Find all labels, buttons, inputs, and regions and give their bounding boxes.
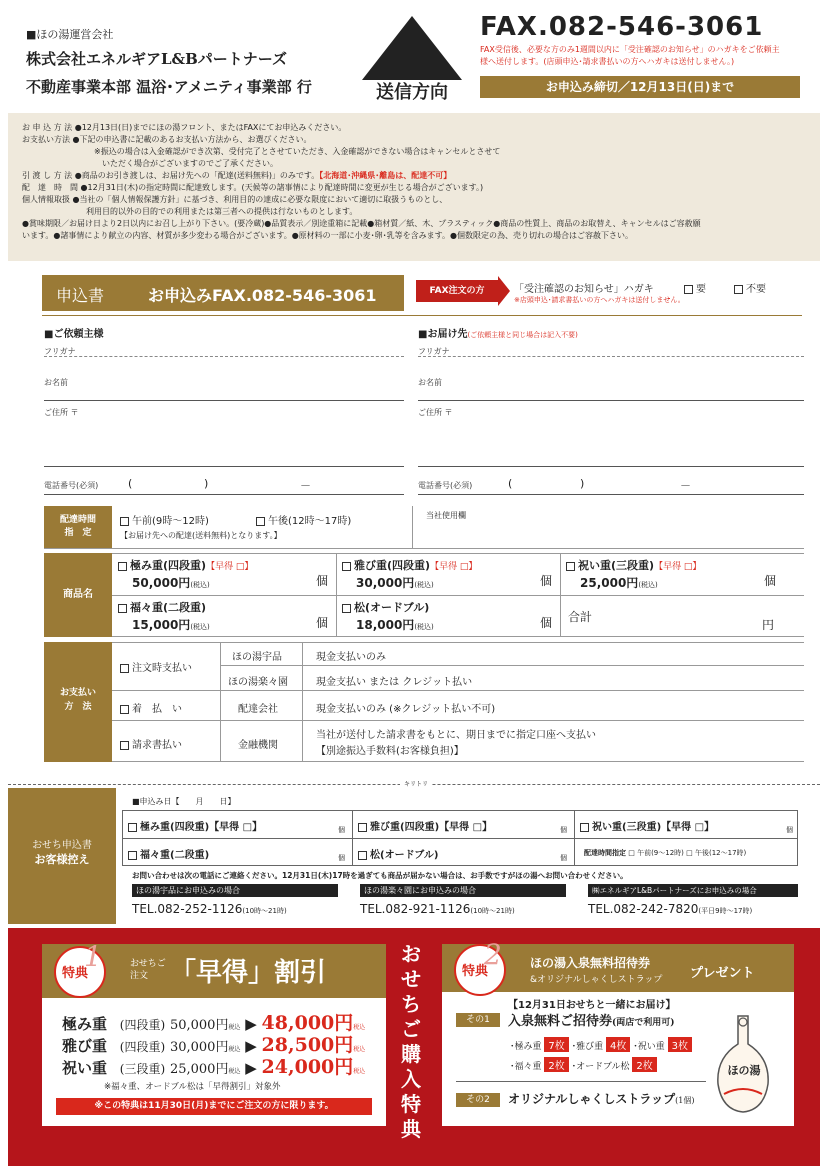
checkbox[interactable] xyxy=(118,562,127,571)
header-fax-number: FAX.082-546-3061 xyxy=(480,12,764,42)
bonus1-deadline: ※この特典は11月30日(月)までにご注文の方に限ります。 xyxy=(56,1098,372,1115)
bonus1-row: 祝い重 (三段重) 25,000円税込 ▶ 24,000円税込 xyxy=(62,1056,366,1078)
divider xyxy=(42,315,802,316)
paren: ( xyxy=(128,477,133,490)
product-fukufuku[interactable]: 福々重(二段重) xyxy=(118,599,206,615)
pay-order-option[interactable]: 注文時支払い xyxy=(120,659,192,674)
bonus1-title: 「早得」割引 xyxy=(170,958,327,988)
info-line: ※振込の場合は入金確認ができ次第、受付完了とさせていただき、入金確認ができない場合はキャンセルとさせて xyxy=(22,147,501,156)
checkbox[interactable] xyxy=(358,823,367,832)
product-iwai[interactable]: 祝い重(三段重)【早得 □】 xyxy=(566,557,701,573)
paren: ) xyxy=(204,477,209,490)
bonus2-counts-row2: ･福々重 2枚 ･オードブル松 2枚 xyxy=(510,1057,657,1072)
deadline-banner: お申込み締切／12月13日(日)まで xyxy=(480,76,800,98)
requester-furigana-field[interactable] xyxy=(44,356,404,357)
info-line: 配 達 時 間 ●12月31日(木)の指定時間に配達致します。(天候等の諸事情により配達時間に変更が生じる場合がございます。) xyxy=(22,183,484,192)
pay-cod-option[interactable]: 着 払 い xyxy=(120,700,182,715)
product-iwai-price: 25,000円(税込) xyxy=(580,576,658,590)
pay-invoice-who: 金融機関 xyxy=(238,740,278,751)
strap-label: ほの湯 xyxy=(727,1064,761,1077)
checkbox[interactable] xyxy=(566,562,575,571)
cut-label: キリトリ xyxy=(400,779,432,788)
copy-label: おせち申込書 お客様控え xyxy=(8,788,116,924)
recipient-phone-field[interactable] xyxy=(418,494,804,495)
product-kiwami-price: 50,000円(税込) xyxy=(132,576,210,590)
divider xyxy=(44,548,804,549)
requester-name-field[interactable] xyxy=(44,400,404,401)
divider xyxy=(456,1081,706,1082)
checkbox[interactable] xyxy=(256,517,265,526)
info-line: ●賞味期限／お届け日より2日以内にお召し上がり下さい。(要冷蔵)●品質表示／別途重箱に記載●箱材質／紙、木、プラスティック●商品の性質上、商品のお取替え、キャンセルはご容赦願 xyxy=(22,219,701,228)
checkbox[interactable] xyxy=(342,604,351,613)
divider xyxy=(220,642,221,762)
pay-invoice-fee-note: 【別途振込手数料(お客様負担)】 xyxy=(316,746,464,757)
pay-store2-method: 現金支払い または クレジット払い xyxy=(316,677,473,688)
office-use-box xyxy=(412,506,804,548)
divider xyxy=(112,595,804,596)
department-name: 不動産事業本部 温浴･アメニティ事業部 行 xyxy=(26,78,312,96)
bonus2-s2-tag: その2 xyxy=(456,1093,500,1107)
unit-label: 個 xyxy=(316,574,329,588)
requester-address-field[interactable] xyxy=(44,466,404,467)
recipient-name-label: お名前 xyxy=(418,378,442,387)
phone-dash: － xyxy=(300,479,311,492)
divider xyxy=(352,810,353,866)
fax-order-tag: FAX注文の方 xyxy=(416,280,498,302)
contact-note: お問い合わせは次の電話にご連絡ください。12月31日(木)17時を過ぎても商品が届かない場合は、お手数ですがほの湯へお問い合わせください。 xyxy=(132,871,628,880)
checkbox[interactable] xyxy=(734,285,743,294)
pay-invoice-method: 当社が送付した請求書をもとに、期日までに指定口座へ支払い xyxy=(316,730,596,741)
pay-store1-method: 現金支払いのみ xyxy=(316,652,386,663)
info-line: いただく場合がございますのでご了承ください。 xyxy=(22,159,278,168)
delivery-pm-option[interactable]: 午後(12時～17時) xyxy=(256,512,351,527)
requester-address-label: ご住所 〒 xyxy=(44,408,79,417)
yen-label: 円 xyxy=(762,618,775,632)
contact-tel: TEL.082-921-1126(10時～21時) xyxy=(360,902,515,916)
operator-label: ■ほの湯運営会社 xyxy=(26,28,114,41)
divider xyxy=(122,838,798,839)
recipient-heading: ■お届け先(ご依頼主様と同じ場合は記入不要) xyxy=(418,329,578,340)
recipient-phone-label: 電話番号(必須) xyxy=(418,481,473,490)
bonus2-number: 2 xyxy=(484,938,502,971)
info-line: 引 渡 し 方 法 ●商品のお引き渡しは、お届け先への「配達(送料無料)」のみです。【北海道･沖縄県･離島は、配達不可】 xyxy=(22,171,452,180)
send-direction-triangle xyxy=(362,16,462,80)
divider xyxy=(112,720,804,721)
product-matsu-price: 18,000円(税込) xyxy=(356,618,434,632)
bonus-vertical-title: おせちご購入特典 xyxy=(401,942,421,1141)
unit-label: 個 xyxy=(338,826,345,834)
checkbox[interactable] xyxy=(342,562,351,571)
unit-label: 個 xyxy=(338,854,345,862)
checkbox[interactable] xyxy=(120,705,129,714)
bonus2-title: ほの湯入泉無料招待券 xyxy=(530,956,651,970)
requester-name-label: お名前 xyxy=(44,378,68,387)
pay-cod-method: 現金支払いのみ (※クレジット払い不可) xyxy=(316,704,496,715)
bonus2-counts-row1: ･極み重 7枚 ･雅び重 4枚 ･祝い重 3枚 xyxy=(510,1037,692,1052)
product-matsu[interactable]: 松(オードブル) xyxy=(342,599,429,615)
checkbox[interactable] xyxy=(120,741,129,750)
form-title: 申込書 xyxy=(56,286,105,305)
requester-phone-field[interactable] xyxy=(44,494,404,495)
divider xyxy=(220,665,804,666)
bonus2-s2-text: オリジナルしゃくしストラップ(1個) xyxy=(508,1092,695,1106)
contact-label: ㈱エネルギアL&Bパートナーズにお申込みの場合 xyxy=(588,884,798,897)
divider xyxy=(574,810,575,866)
info-line: います。●諸事情により献立の内容、材質が多少変わる場合がございます。●原材料の一部に小麦･卵･乳等を含みます。●個数限定の為、売り切れの場合はご容赦下さい。 xyxy=(22,231,634,240)
product-kiwami[interactable]: 極み重(四段重)【早得 □】 xyxy=(118,557,253,573)
checkbox[interactable] xyxy=(358,851,367,860)
delivery-am-option[interactable]: 午前(9時～12時) xyxy=(120,512,209,527)
bonus1-small: おせちご注文 xyxy=(130,959,166,981)
hagaki-no-need-option[interactable]: 不要 xyxy=(734,280,766,295)
divider xyxy=(302,642,303,762)
office-use-label: 当社使用欄 xyxy=(426,511,466,520)
info-lines xyxy=(22,122,812,242)
fax-order-arrow xyxy=(498,276,510,306)
checkbox[interactable] xyxy=(684,285,693,294)
copy-date: ■申込み日【 月 日】 xyxy=(132,797,236,806)
copy-item-fukufuku[interactable]: 福々重(二段重) xyxy=(128,846,209,861)
bonus1-number: 1 xyxy=(84,940,102,973)
checkbox[interactable] xyxy=(128,823,137,832)
delivery-note: 【お届け先への配達(送料無料)となります。】 xyxy=(120,531,282,540)
hagaki-need-option[interactable]: 要 xyxy=(684,280,706,295)
unit-label: 個 xyxy=(540,574,553,588)
recipient-name-field[interactable] xyxy=(418,400,804,401)
delivery-restriction-note: 【北海道･沖縄県･離島は、配達不可】 xyxy=(319,171,452,180)
pay-cod-who: 配達会社 xyxy=(238,704,278,715)
unit-label: 個 xyxy=(764,574,777,588)
company-name: 株式会社エネルギアL&Bパートナーズ xyxy=(26,50,288,68)
pay-store2: ほの湯楽々園 xyxy=(228,677,288,688)
product-fukufuku-price: 15,000円(税込) xyxy=(132,618,210,632)
info-line: 個人情報取扱 ●当社の「個人情報保護方針」に基づき、利用目的の達成に必要な限度において適切に取扱うものとし、 xyxy=(22,195,448,204)
phone-dash: － xyxy=(680,479,691,492)
recipient-furigana-label: フリガナ xyxy=(418,347,450,356)
delivery-time-label: 配達時間 指 定 xyxy=(44,506,112,548)
recipient-address-field[interactable] xyxy=(418,466,804,467)
pay-invoice-option[interactable]: 請求書払い xyxy=(120,736,182,751)
info-line: お 申 込 方 法 ●12月13日(日)までにほの湯フロント、またはFAXにてお申込みください。 xyxy=(22,123,347,132)
bonus2-present: プレゼント xyxy=(690,966,755,981)
bonus2-s1-text: 入泉無料ご招待券(両店で利用可) xyxy=(508,1014,675,1029)
bonus2-badge-label: 特典 xyxy=(462,964,489,979)
pay-store1: ほの湯宇品 xyxy=(232,652,282,663)
hagaki-label: 「受注確認のお知らせ」ハガキ xyxy=(514,284,654,295)
contact-tel: TEL.082-242-7820(平日9時～17時) xyxy=(588,902,753,916)
bonus2-with: 【12月31日おせちと一緒にお届け】 xyxy=(508,1000,676,1011)
divider xyxy=(112,690,804,691)
unit-label: 個 xyxy=(560,826,567,834)
contact-label: ほの湯宇品にお申込みの場合 xyxy=(132,884,338,897)
paren: ) xyxy=(580,477,585,490)
products-label: 商品名 xyxy=(44,553,112,637)
copy-item-miyabi[interactable]: 雅び重(四段重)【早得 □】 xyxy=(358,818,492,833)
contact-label: ほの湯楽々園にお申込みの場合 xyxy=(360,884,566,897)
recipient-furigana-field[interactable] xyxy=(418,356,804,357)
unit-label: 個 xyxy=(316,616,329,630)
bonus1-badge-label: 特典 xyxy=(62,966,89,981)
bonus2-s1-tag: その1 xyxy=(456,1013,500,1027)
checkbox[interactable] xyxy=(120,517,129,526)
checkbox[interactable] xyxy=(120,664,129,673)
copy-item-kiwami[interactable]: 極み重(四段重)【早得 □】 xyxy=(128,818,262,833)
bonus1-note: ※福々重、オードブル松は「早得割引」対象外 xyxy=(104,1082,281,1092)
requester-phone-label: 電話番号(必須) xyxy=(44,481,99,490)
requester-furigana-label: フリガナ xyxy=(44,347,76,356)
requester-heading: ■ご依頼主様 xyxy=(44,329,104,340)
paren: ( xyxy=(508,477,513,490)
bonus1-row: 雅び重 (四段重) 30,000円税込 ▶ 28,500円税込 xyxy=(62,1034,366,1056)
copy-item-matsu[interactable]: 松(オードブル) xyxy=(358,846,438,861)
fax-note-1: FAX受信後、必要な方のみ1週間以内に「受注確認のお知らせ」のハガキをご依頼主 xyxy=(480,45,780,54)
checkbox[interactable] xyxy=(580,823,589,832)
bonus1-row: 極み重 (四段重) 50,000円税込 ▶ 48,000円税込 xyxy=(62,1012,366,1034)
recipient-address-label: ご住所 〒 xyxy=(418,408,453,417)
contact-tel: TEL.082-252-1126(10時～21時) xyxy=(132,902,287,916)
fax-note-2: 様へ送付します。(店頭申込･請求書払いの方へハガキは送付しません。) xyxy=(480,57,735,66)
info-line: 利用目的以外の目的での利用または第三者への提供は行ないものとします。 xyxy=(22,207,358,216)
hagaki-note: ※店頭申込･請求書払いの方へハガキは送付しません。 xyxy=(514,296,685,304)
unit-label: 個 xyxy=(540,616,553,630)
copy-item-iwai[interactable]: 祝い重(三段重)【早得 □】 xyxy=(580,818,714,833)
info-line: お支払い方法 ●下記の申込書に記載のあるお支払い方法から、お選びください。 xyxy=(22,135,312,144)
product-miyabi-price: 30,000円(税込) xyxy=(356,576,434,590)
send-direction-label: 送信方向 xyxy=(376,82,448,103)
checkbox[interactable] xyxy=(118,604,127,613)
payment-label: お支払い 方 法 xyxy=(44,642,112,762)
product-miyabi[interactable]: 雅び重(四段重)【早得 □】 xyxy=(342,557,477,573)
form-fax-number: お申込みFAX.082-546-3061 xyxy=(148,286,377,305)
total-label: 合計 xyxy=(568,610,593,624)
unit-label: 個 xyxy=(786,826,793,834)
unit-label: 個 xyxy=(560,854,567,862)
copy-time: 配達時間指定 □ 午前(9～12時) □ 午後(12～17時) xyxy=(584,849,747,857)
checkbox[interactable] xyxy=(128,851,137,860)
bonus2-subtitle: &オリジナルしゃくしストラップ xyxy=(530,975,663,985)
